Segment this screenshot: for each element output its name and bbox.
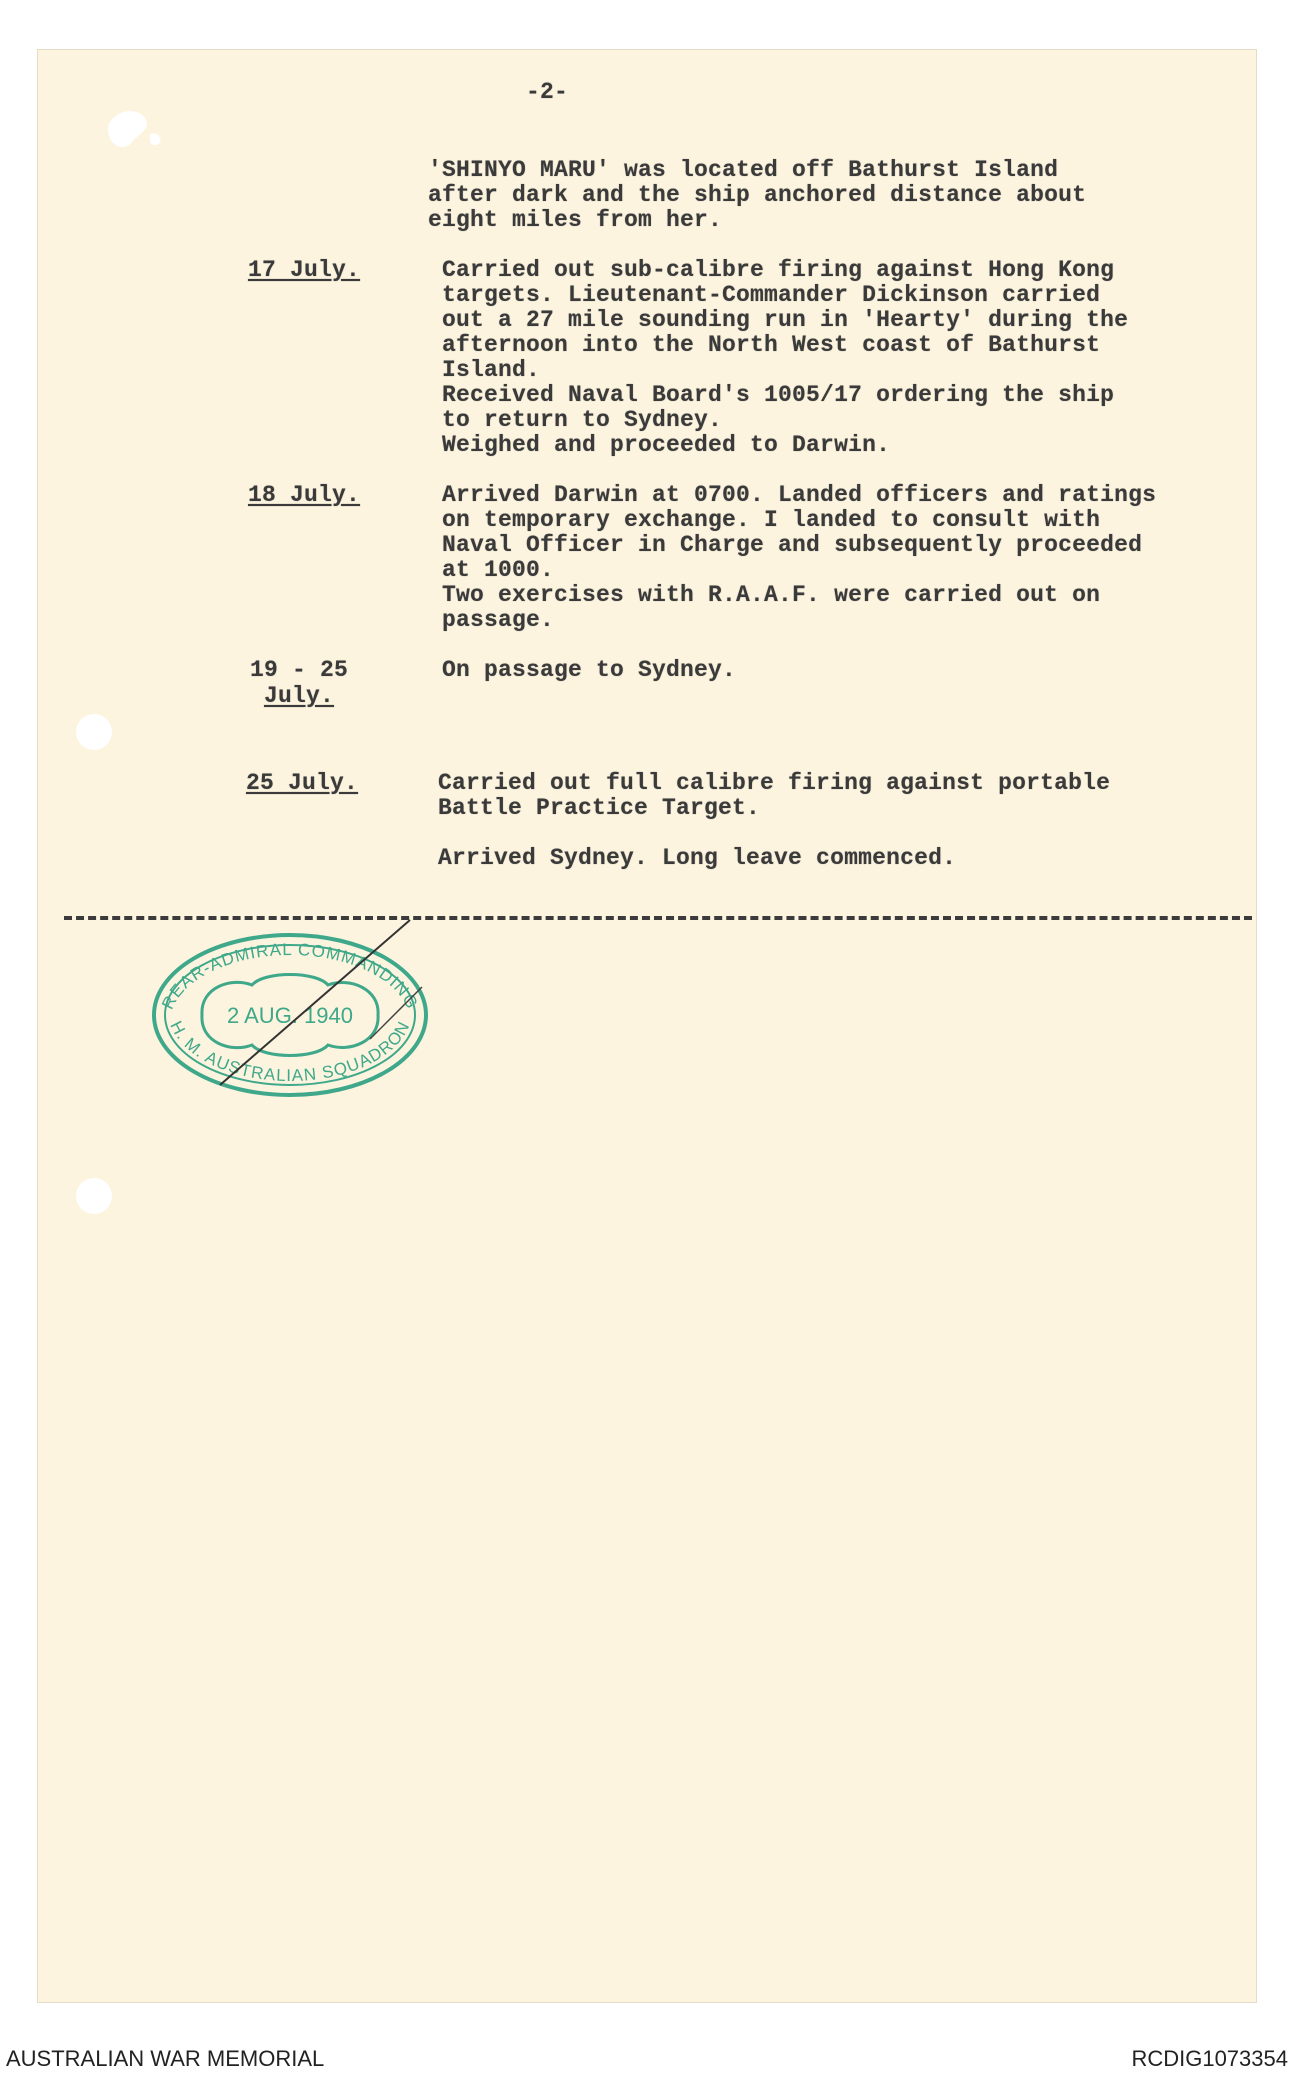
punch-hole-bottom <box>76 1178 112 1214</box>
footer-institution: AUSTRALIAN WAR MEMORIAL <box>6 2046 325 2071</box>
stamp-date: 2 AUG. 1940 <box>227 1003 353 1028</box>
entry-text-19-25-july: On passage to Sydney. <box>442 657 737 683</box>
svg-text:REAR-ADMIRAL COMMANDING <box>158 940 422 1012</box>
punch-hole-top <box>76 714 112 750</box>
stamp-bottom-text: H. M. AUSTRALIAN SQUADRON <box>166 1017 414 1086</box>
entry-text-25-july: Carried out full calibre firing against portable Battle Practice Target. <box>438 770 1111 821</box>
entry-date-17-july: 17 July. <box>248 257 361 283</box>
entry-date-19-25-range: 19 - 25 <box>250 657 349 683</box>
footer-record-id: RCDIG1073354 <box>1131 2046 1288 2071</box>
date-stamp <box>140 915 440 1115</box>
entry-text-17-july: Carried out sub-calibre firing against Hong Kong targets. Lieutenant-Commander Dickinson carried out a 27 mile sounding run in 'Hearty' during the afternoon into the North West coast of Bathurst Island. Received Naval Board's 1005/17 ordering the ship to return to Sydney. Weighed and proceeded to Darwin. <box>442 257 1129 458</box>
entry-text-25-july-arrival: Arrived Sydney. Long leave commenced. <box>438 845 957 871</box>
paper-damage-mark <box>86 104 176 164</box>
entry-text-18-july: Arrived Darwin at 0700. Landed officers and ratings on temporary exchange. I landed to consult with Naval Officer in Charge and subsequently proceeded at 1000. Two exercises with R.A.A.F. were carried out on passage. <box>442 482 1157 633</box>
page-number: -2- <box>526 79 569 105</box>
entry-date-19-25-month: July. <box>264 683 335 709</box>
stamp-top-text: REAR-ADMIRAL COMMANDING <box>158 939 422 1013</box>
intro-paragraph: 'SHINYO MARU' was located off Bathurst Island after dark and the ship anchored distance about eight miles from her. <box>428 157 1087 233</box>
entry-date-18-july: 18 July. <box>248 482 361 508</box>
entry-date-25-july: 25 July. <box>246 770 359 796</box>
